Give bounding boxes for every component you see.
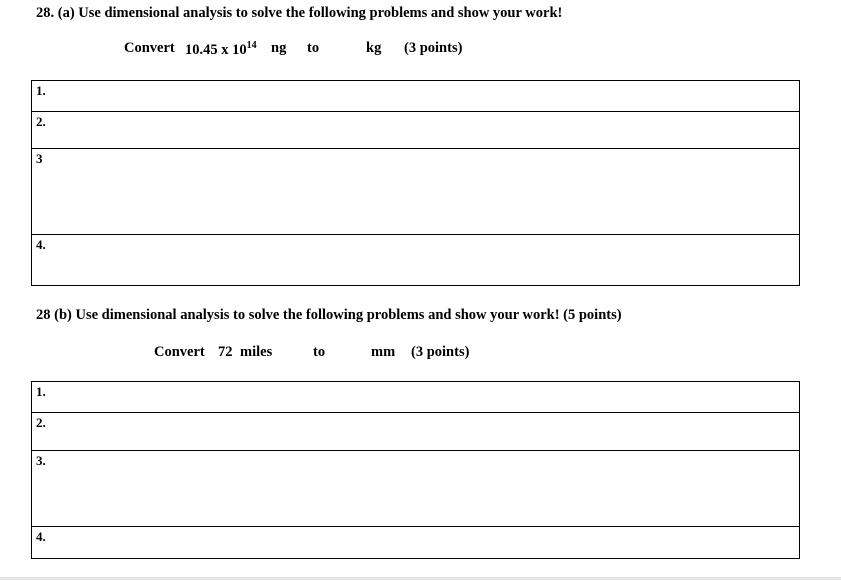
page-bottom-divider xyxy=(0,577,841,580)
convert-a-exponent: 14 xyxy=(246,40,257,51)
convert-a-to-unit: kg xyxy=(366,40,382,56)
row-number: 1. xyxy=(36,83,46,98)
convert-b-to: to xyxy=(313,344,326,360)
convert-b-points: (3 points) xyxy=(411,344,470,360)
answer-row[interactable] xyxy=(32,382,799,413)
answer-row[interactable] xyxy=(32,451,799,527)
row-number: 2. xyxy=(36,114,46,129)
row-number: 3. xyxy=(36,453,46,468)
row-number: 3 xyxy=(36,151,43,166)
answer-row[interactable] xyxy=(32,112,799,149)
convert-a-quantity xyxy=(185,40,257,59)
convert-b-line xyxy=(0,344,841,364)
answer-table-a xyxy=(31,80,800,286)
convert-b-from-unit: miles xyxy=(240,344,273,360)
convert-a-from-unit: ng xyxy=(271,40,287,56)
convert-a-word: Convert xyxy=(124,40,175,56)
convert-a-points: (3 points) xyxy=(404,40,463,56)
answer-row[interactable] xyxy=(32,235,799,285)
answer-row[interactable] xyxy=(32,527,799,558)
answer-row[interactable] xyxy=(32,81,799,112)
answer-row[interactable] xyxy=(32,413,799,451)
row-number: 2. xyxy=(36,415,46,430)
answer-row[interactable] xyxy=(32,149,799,235)
row-number: 4. xyxy=(36,237,46,252)
convert-b-word: Convert xyxy=(154,344,205,360)
answer-table-b xyxy=(31,381,800,559)
convert-b-value: 72 xyxy=(218,344,233,360)
question-a-title: 28. (a) Use dimensional analysis to solve the following problems and show your work! xyxy=(36,5,563,21)
convert-b-to-unit: mm xyxy=(371,344,396,360)
question-b-title: 28 (b) Use dimensional analysis to solve the following problems and show your work! (5 points) xyxy=(36,307,622,323)
convert-a-to: to xyxy=(307,40,320,56)
convert-a-line xyxy=(0,40,841,60)
row-number: 1. xyxy=(36,384,46,399)
row-number: 4. xyxy=(36,529,46,544)
convert-a-coefficient: 10.45 x 10 xyxy=(185,42,247,58)
